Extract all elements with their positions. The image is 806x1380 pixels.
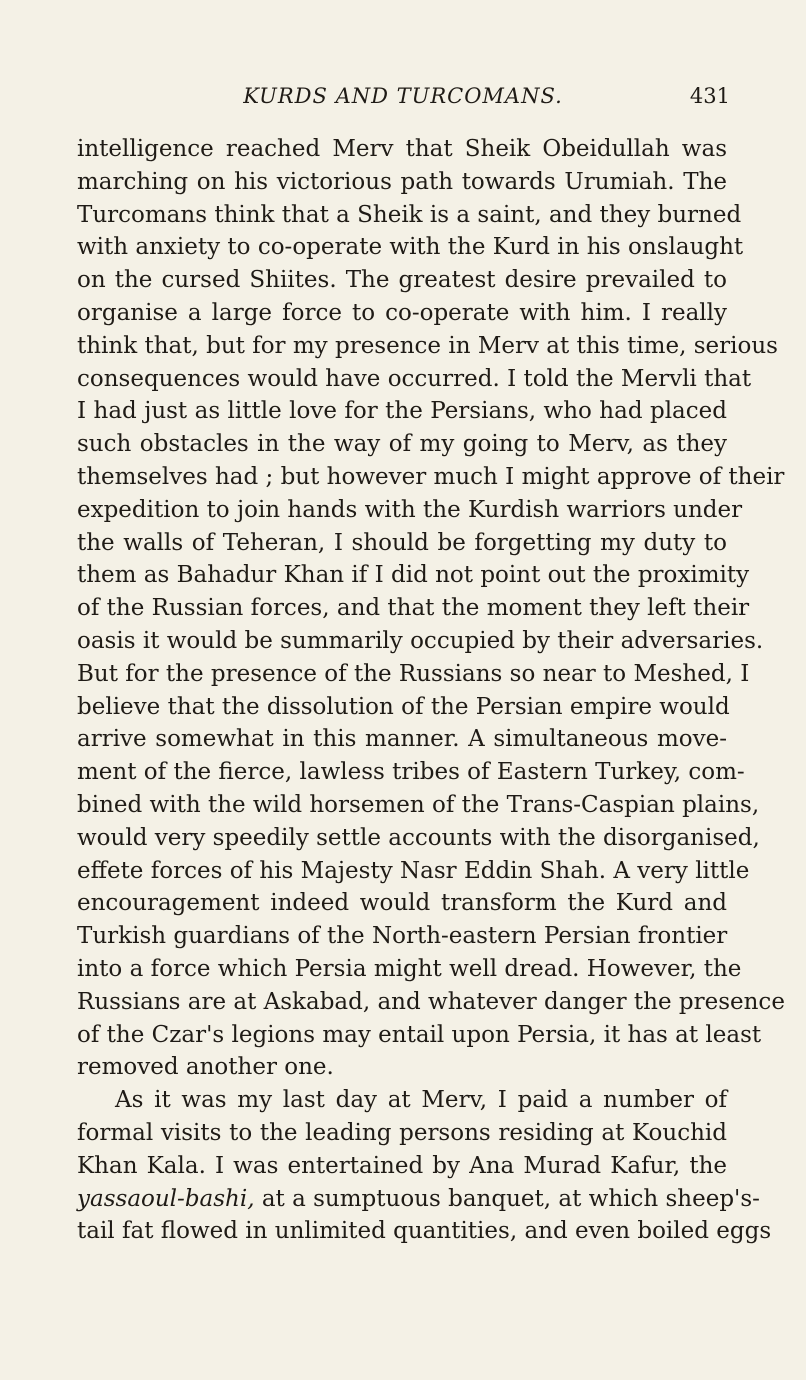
page-number: 431 — [689, 84, 730, 108]
text-line: organise a large force to co-operate with him. I really — [77, 299, 727, 326]
paragraph-start-line: As it was my last day at Merv, I paid a number of — [115, 1087, 727, 1114]
text-line: marching on his victorious path towards Urumiah. The — [77, 168, 727, 195]
text-line-with-italic — [77, 1183, 760, 1216]
text-line: themselves had ; but however much I might approve of their — [77, 463, 785, 490]
italic-term: yassaoul-bashi, — [77, 1185, 255, 1212]
text-line: ment of the fierce, lawless tribes of Eastern Turkey, com- — [77, 759, 745, 786]
text-line: effete forces of his Majesty Nasr Eddin Shah. A very little — [77, 857, 750, 884]
text-line: such obstacles in the way of my going to Merv, as they — [77, 431, 727, 458]
text-line: of the Czar's legions may entail upon Persia, it has at least — [77, 1021, 762, 1048]
text-line: Turcomans think that a Sheik is a saint, and they burned — [77, 201, 742, 228]
text-line: on the cursed Shiites. The greatest desire prevailed to — [77, 267, 727, 294]
text-line: bined with the wild horsemen of the Trans-Caspian plains, — [77, 791, 760, 818]
page-header — [0, 84, 806, 118]
body-text — [77, 133, 785, 1248]
text-line: believe that the dissolution of the Persian empire would — [77, 693, 730, 720]
text-line: them as Bahadur Khan if I did not point out the proximity — [77, 562, 750, 589]
text-line: expedition to join hands with the Kurdish warriors under — [77, 496, 743, 523]
text-line: of the Russian forces, and that the moment they left their — [77, 595, 750, 622]
text-line: consequences would have occurred. I told the Mervli that — [77, 365, 752, 392]
line-continuation: at a sumptuous banquet, at which sheep's- — [254, 1185, 760, 1212]
text-line: Russians are at Askabad, and whatever danger the presence — [77, 988, 785, 1015]
paragraph-end-line: removed another one. — [77, 1054, 334, 1081]
text-line: arrive somewhat in this manner. A simultaneous move- — [77, 726, 727, 753]
text-line: oasis it would be summarily occupied by their adversaries. — [77, 627, 764, 654]
text-line: think that, but for my presence in Merv at this time, serious — [77, 332, 778, 359]
text-line: Khan Kala. I was entertained by Ana Murad Kafur, the — [77, 1152, 727, 1179]
text-line: the walls of Teheran, I should be forgetting my duty to — [77, 529, 727, 556]
text-line: But for the presence of the Russians so near to Meshed, I — [77, 660, 750, 687]
text-line: into a force which Persia might well dread. However, the — [77, 955, 742, 982]
text-line: Turkish guardians of the North-eastern Persian frontier — [77, 923, 728, 950]
text-line: encouragement indeed would transform the Kurd and — [77, 890, 727, 917]
text-line: would very speedily settle accounts with the disorganised, — [77, 824, 760, 851]
text-line: intelligence reached Merv that Sheik Obeidullah was — [77, 136, 727, 162]
text-line: formal visits to the leading persons residing at Kouchid — [77, 1119, 727, 1146]
running-title: KURDS AND TURCOMANS. — [243, 84, 563, 108]
text-line: I had just as little love for the Persians, who had placed — [77, 398, 727, 425]
text-line: tail fat flowed in unlimited quantities, and even boiled eggs — [77, 1218, 772, 1245]
text-line: with anxiety to co-operate with the Kurd in his onslaught — [77, 234, 744, 261]
